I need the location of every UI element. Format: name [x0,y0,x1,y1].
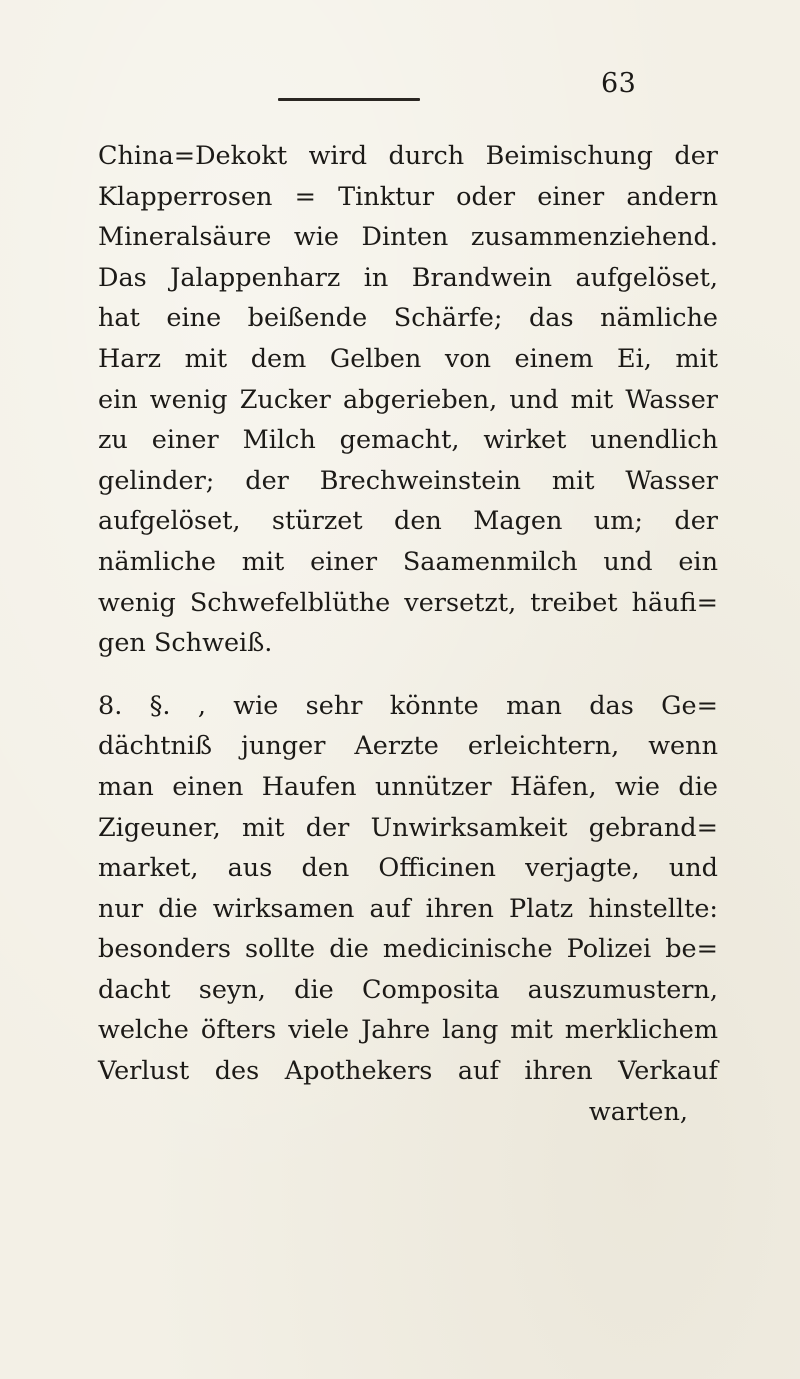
text-line: nur die wirksamen auf ihren Platz hinstellte: [98,893,718,924]
text-line: Zigeuner, mit der Unwirksamkeit gebrand= [98,812,718,843]
text-line: dacht seyn, die Composita auszumustern, [98,974,718,1005]
text-line: Mineralsäure wie Dinten zusammenziehend. [98,222,718,253]
text-line: Klapperrosen = Tinktur oder einer andern [98,181,718,212]
text-line: nämliche mit einer Saamenmilch und ein [98,546,718,577]
text-line: zu einer Milch gemacht, wirket unendlich [98,425,718,456]
header-rule [278,98,420,101]
text-line: ein wenig Zucker abgerieben, und mit Wasser [98,384,718,415]
text-line: Das Jalappenharz in Brandwein aufgelöset, [98,262,718,293]
text-line: 8. §. , wie sehr könnte man das Ge= [98,690,718,721]
text-line: Verlust des Apothekers auf ihren Verkauf [98,1056,718,1087]
text-line: gen Schweiß. [98,628,273,659]
paragraph-1 [98,136,718,664]
paragraph-2 [98,686,718,1133]
text-line: market, aus den Officinen verjagte, und [98,853,718,884]
text-line: China=Dekokt wird durch Beimischung der [98,141,718,171]
text-line: hat eine beißende Schärfe; das nämliche [98,303,718,334]
text-line: gelinder; der Brechweinstein mit Wasser [98,465,718,496]
text-line: aufgelöset, stürzet den Magen um; der [98,506,718,537]
page-number: 63 [601,68,637,99]
text-line: besonders sollte die medicinische Polizei be= [98,934,718,965]
text-line: man einen Haufen unnützer Häfen, wie die [98,771,718,802]
text-line: Harz mit dem Gelben von einem Ei, mit [98,343,718,374]
body-text [98,136,718,1132]
paragraph-gap [98,664,718,686]
text-line: warten, [588,1096,688,1127]
text-line: wenig Schwefelblüthe versetzt, treibet häufi= [98,587,718,618]
text-line: dächtniß junger Aerzte erleichtern, wenn [98,731,718,762]
text-line: welche öfters viele Jahre lang mit merklichem [98,1015,718,1046]
